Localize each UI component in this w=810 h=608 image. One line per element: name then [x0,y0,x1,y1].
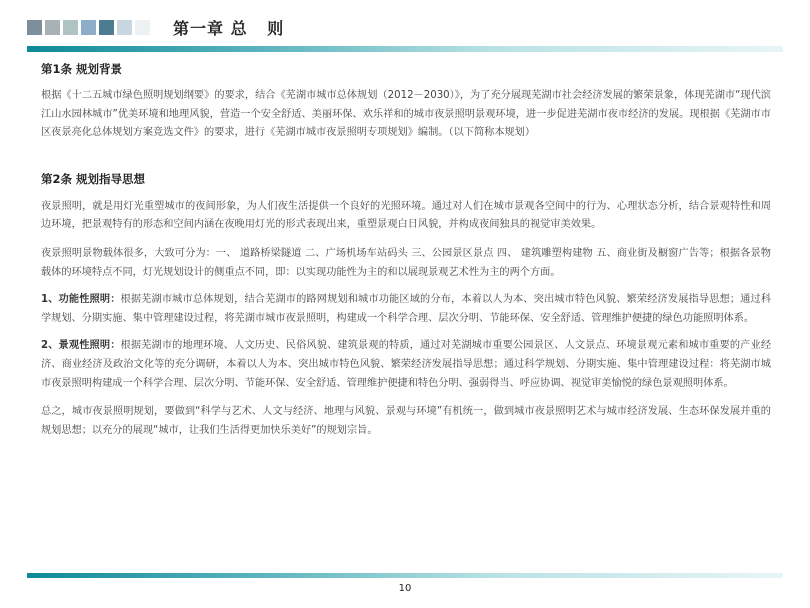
header-divider-band [27,46,783,52]
color-swatch [81,20,96,35]
color-swatch [135,20,150,35]
lighting-carrier-paragraph: 夜景照明景物载体很多，大致可分为：一、 道路桥梁隧道 二、广场机场车站码头 三、公园景区景点 四、 建筑雕塑构建物 五、商业街及橱窗广告等；根据各景物载体的环境特点不同，灯光规划设计的侧重点不同，即：以实现功能性为主的和以展现景观艺术性为主的两个方面。 [41,247,771,278]
color-swatch [63,20,78,35]
landscape-lighting-item [41,337,771,393]
footer-divider-band [27,573,783,578]
section-heading-guiding-ideas: 第2条 规划指导思想 [41,171,146,186]
functional-lighting-label: 1、功能性照明： [41,294,121,306]
guiding-intro-paragraph: 夜景照明，就是用灯光重塑城市的夜间形象，为人们夜生活提供一个良好的光照环境。通过对人们在城市景观各空间中的行为、心理状态分析，结合景观特性和周边环境，把景观特有的形态和空间内涵在夜晚用灯光的形式表现出来，重塑景观白日风貌，并构成夜间独具的视觉审美效果。 [41,200,771,231]
functional-lighting-item [41,291,771,328]
functional-lighting-text: 根据芜湖市城市总体规划，结合芜湖市的路网规划和城市功能区域的分布，本着以人为本、突出城市特色风貌、繁荣经济发展指导思想；通过科学规划、分期实施、集中管理建设过程，将芜湖市城市夜景照明，构建成一个科学合理、层次分明、节能环保、安全舒适、管理维护便捷的绿色功能照明体系。 [41,294,772,324]
page-number: 10 [398,583,412,594]
chapter-title: 第一章 总 则 [173,19,285,38]
color-swatch [27,20,42,35]
page-content [41,61,771,440]
landscape-lighting-label: 2、景观性照明： [41,340,121,352]
color-swatch [45,20,60,35]
color-swatch [117,20,132,35]
section-heading-background: 第1条 规划背景 [41,62,123,76]
color-swatch-strip [27,20,150,35]
color-swatch [99,20,114,35]
summary-paragraph: 总之，城市夜景照明规划，要做到“科学与艺术、人文与经济、地理与风貌、景观与环境”有机统一，做到城市夜景照明艺术与城市经济发展、生态环保发展并重的规划思想；以充分的展现“城市，让我们生活得更加快乐美好”的规划宗旨。 [41,406,771,436]
background-paragraph: 根据《十二五城市绿色照明规划纲要》的要求，结合《芜湖市城市总体规划（2012－2030）》，为了充分展现芜湖市社会经济发展的繁荣景象，体现芜湖市“现代滨江山水园林城市”优美环境和地理风貌，营造一个安全舒适、美丽环保、欢乐祥和的城市夜景照明景观环境，进一步促进芜湖市夜市经济的发展。现根据《芜湖市市区夜景亮化总体规划方案竞选文件》的要求，进行《芜湖市城市夜景照明专项规划》编制。（以下简称本规划） [41,90,771,139]
landscape-lighting-text: 根据芜湖市的地理环境、人文历史、民俗风貌、建筑景观的特质，通过对芜湖城市重要公园景区、人文景点、环境景观元素和城市重要的产业经济、商业经济及政治文化等的充分调研，本着以人为本、突出城市特色风貌、繁荣经济发展指导思想；通过科学规划、分期实施、集中管理建设过程：将芜湖市城市夜景照明构建成一个科学合理、层次分明、节能环保、安全舒适、管理维护便捷和特色分明、强弱得当、呼应协调、视觉审美愉悦的绿色景观照明体系。 [41,340,772,389]
